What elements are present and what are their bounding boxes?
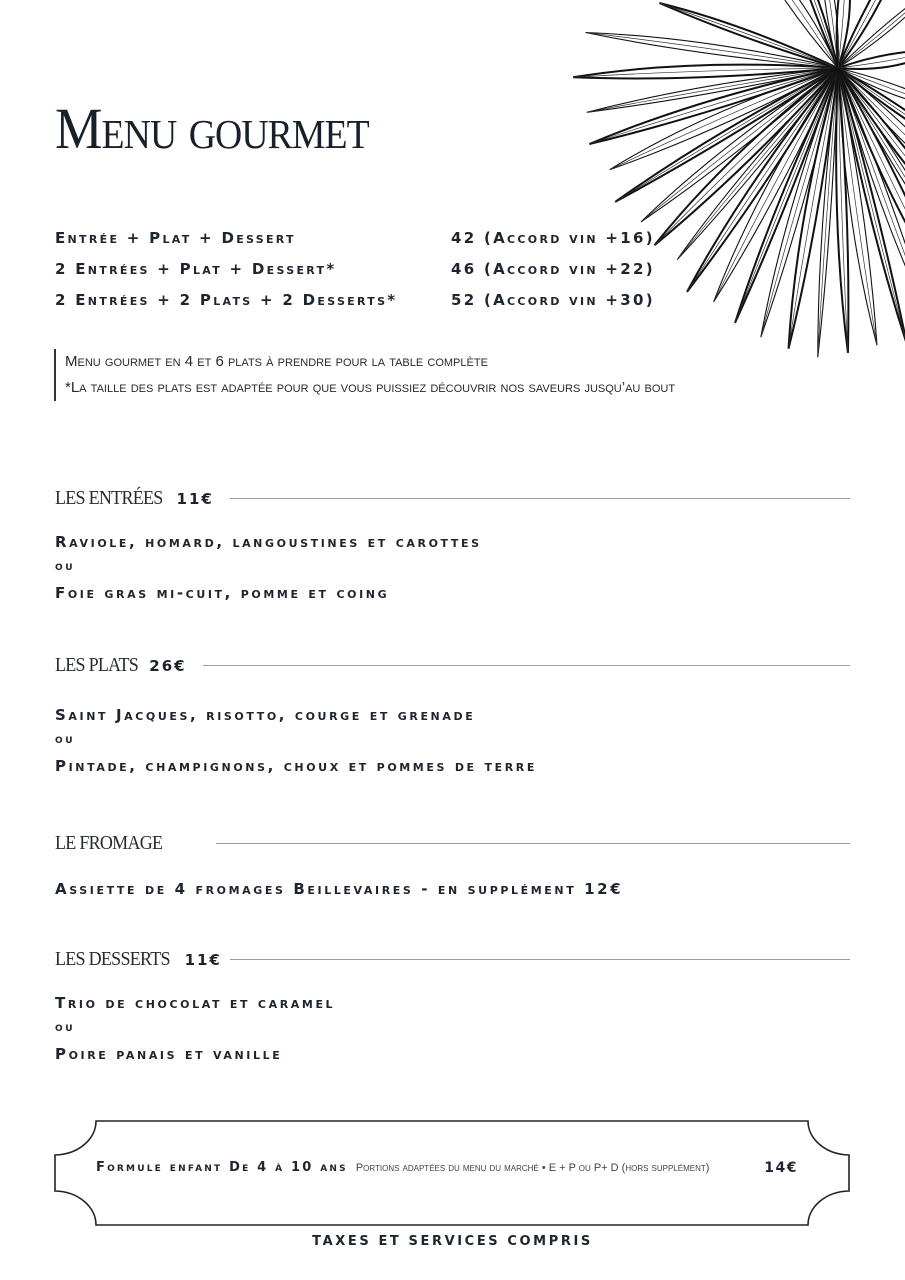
formula-label-1: Entrée + Plat + Dessert <box>55 229 296 247</box>
section-heading-fromage <box>55 832 850 855</box>
dish-separator-or: ou <box>55 559 76 574</box>
kids-formula-description: Portions adaptées du menu du marché • E + P ou P+ D (hors supplément) <box>355 1162 710 1174</box>
section-heading-entrees <box>55 487 850 510</box>
formula-label-3: 2 Entrées + 2 Plats + 2 Desserts* <box>55 291 398 309</box>
section-price: 11€ <box>184 950 222 969</box>
section-name: LE FROMAGE <box>55 832 163 854</box>
dish-separator-or: ou <box>55 732 76 747</box>
divider <box>230 498 850 500</box>
formula-label-2: 2 Entrées + Plat + Dessert* <box>55 260 337 278</box>
section-price: 26€ <box>149 656 187 675</box>
formula-price-3: 52 (Accord vin +30) <box>451 291 655 309</box>
dish-separator-or: ou <box>55 1020 76 1035</box>
kids-formula-title: Formule enfant De 4 à 10 ans <box>96 1160 348 1175</box>
section-heading-plats <box>55 654 850 677</box>
dish-item: Trio de chocolat et caramel <box>55 994 336 1012</box>
kids-formula-price: 14€ <box>764 1160 798 1176</box>
section-name: LES DESSERTS <box>55 948 170 970</box>
footer-note: TAXES ET SERVICES COMPRIS <box>312 1234 593 1249</box>
dish-item: Raviole, homard, langoustines et carottes <box>55 533 482 551</box>
formula-price-1: 42 (Accord vin +16) <box>451 229 655 247</box>
section-heading-desserts <box>55 948 850 971</box>
dish-item: Assiette de 4 fromages Beillevaires - en supplément 12€ <box>55 880 624 898</box>
menu-notes <box>54 349 675 401</box>
kids-formula-box <box>54 1120 850 1226</box>
section-price: 11€ <box>176 489 214 508</box>
section-name: LES ENTRÉES <box>55 487 163 509</box>
dish-item: Poire panais et vanille <box>55 1045 283 1063</box>
note-line-2: *La taille des plats est adaptée pour que vous puissiez découvrir nos saveurs jusqu’au bout <box>65 379 676 396</box>
dish-item: Foie gras mi-cuit, pomme et coing <box>55 584 390 602</box>
note-line-1: Menu gourmet en 4 et 6 plats à prendre pour la table complète <box>65 353 488 370</box>
dish-item: Saint Jacques, risotto, courge et grenade <box>55 706 476 724</box>
dish-item: Pintade, champignons, choux et pommes de terre <box>55 757 537 775</box>
divider <box>230 959 850 961</box>
divider <box>203 665 850 667</box>
section-name: LES PLATS <box>55 654 139 676</box>
formula-price-2: 46 (Accord vin +22) <box>451 260 655 278</box>
divider <box>216 843 850 845</box>
page-title: Menu gourmet <box>55 96 369 161</box>
